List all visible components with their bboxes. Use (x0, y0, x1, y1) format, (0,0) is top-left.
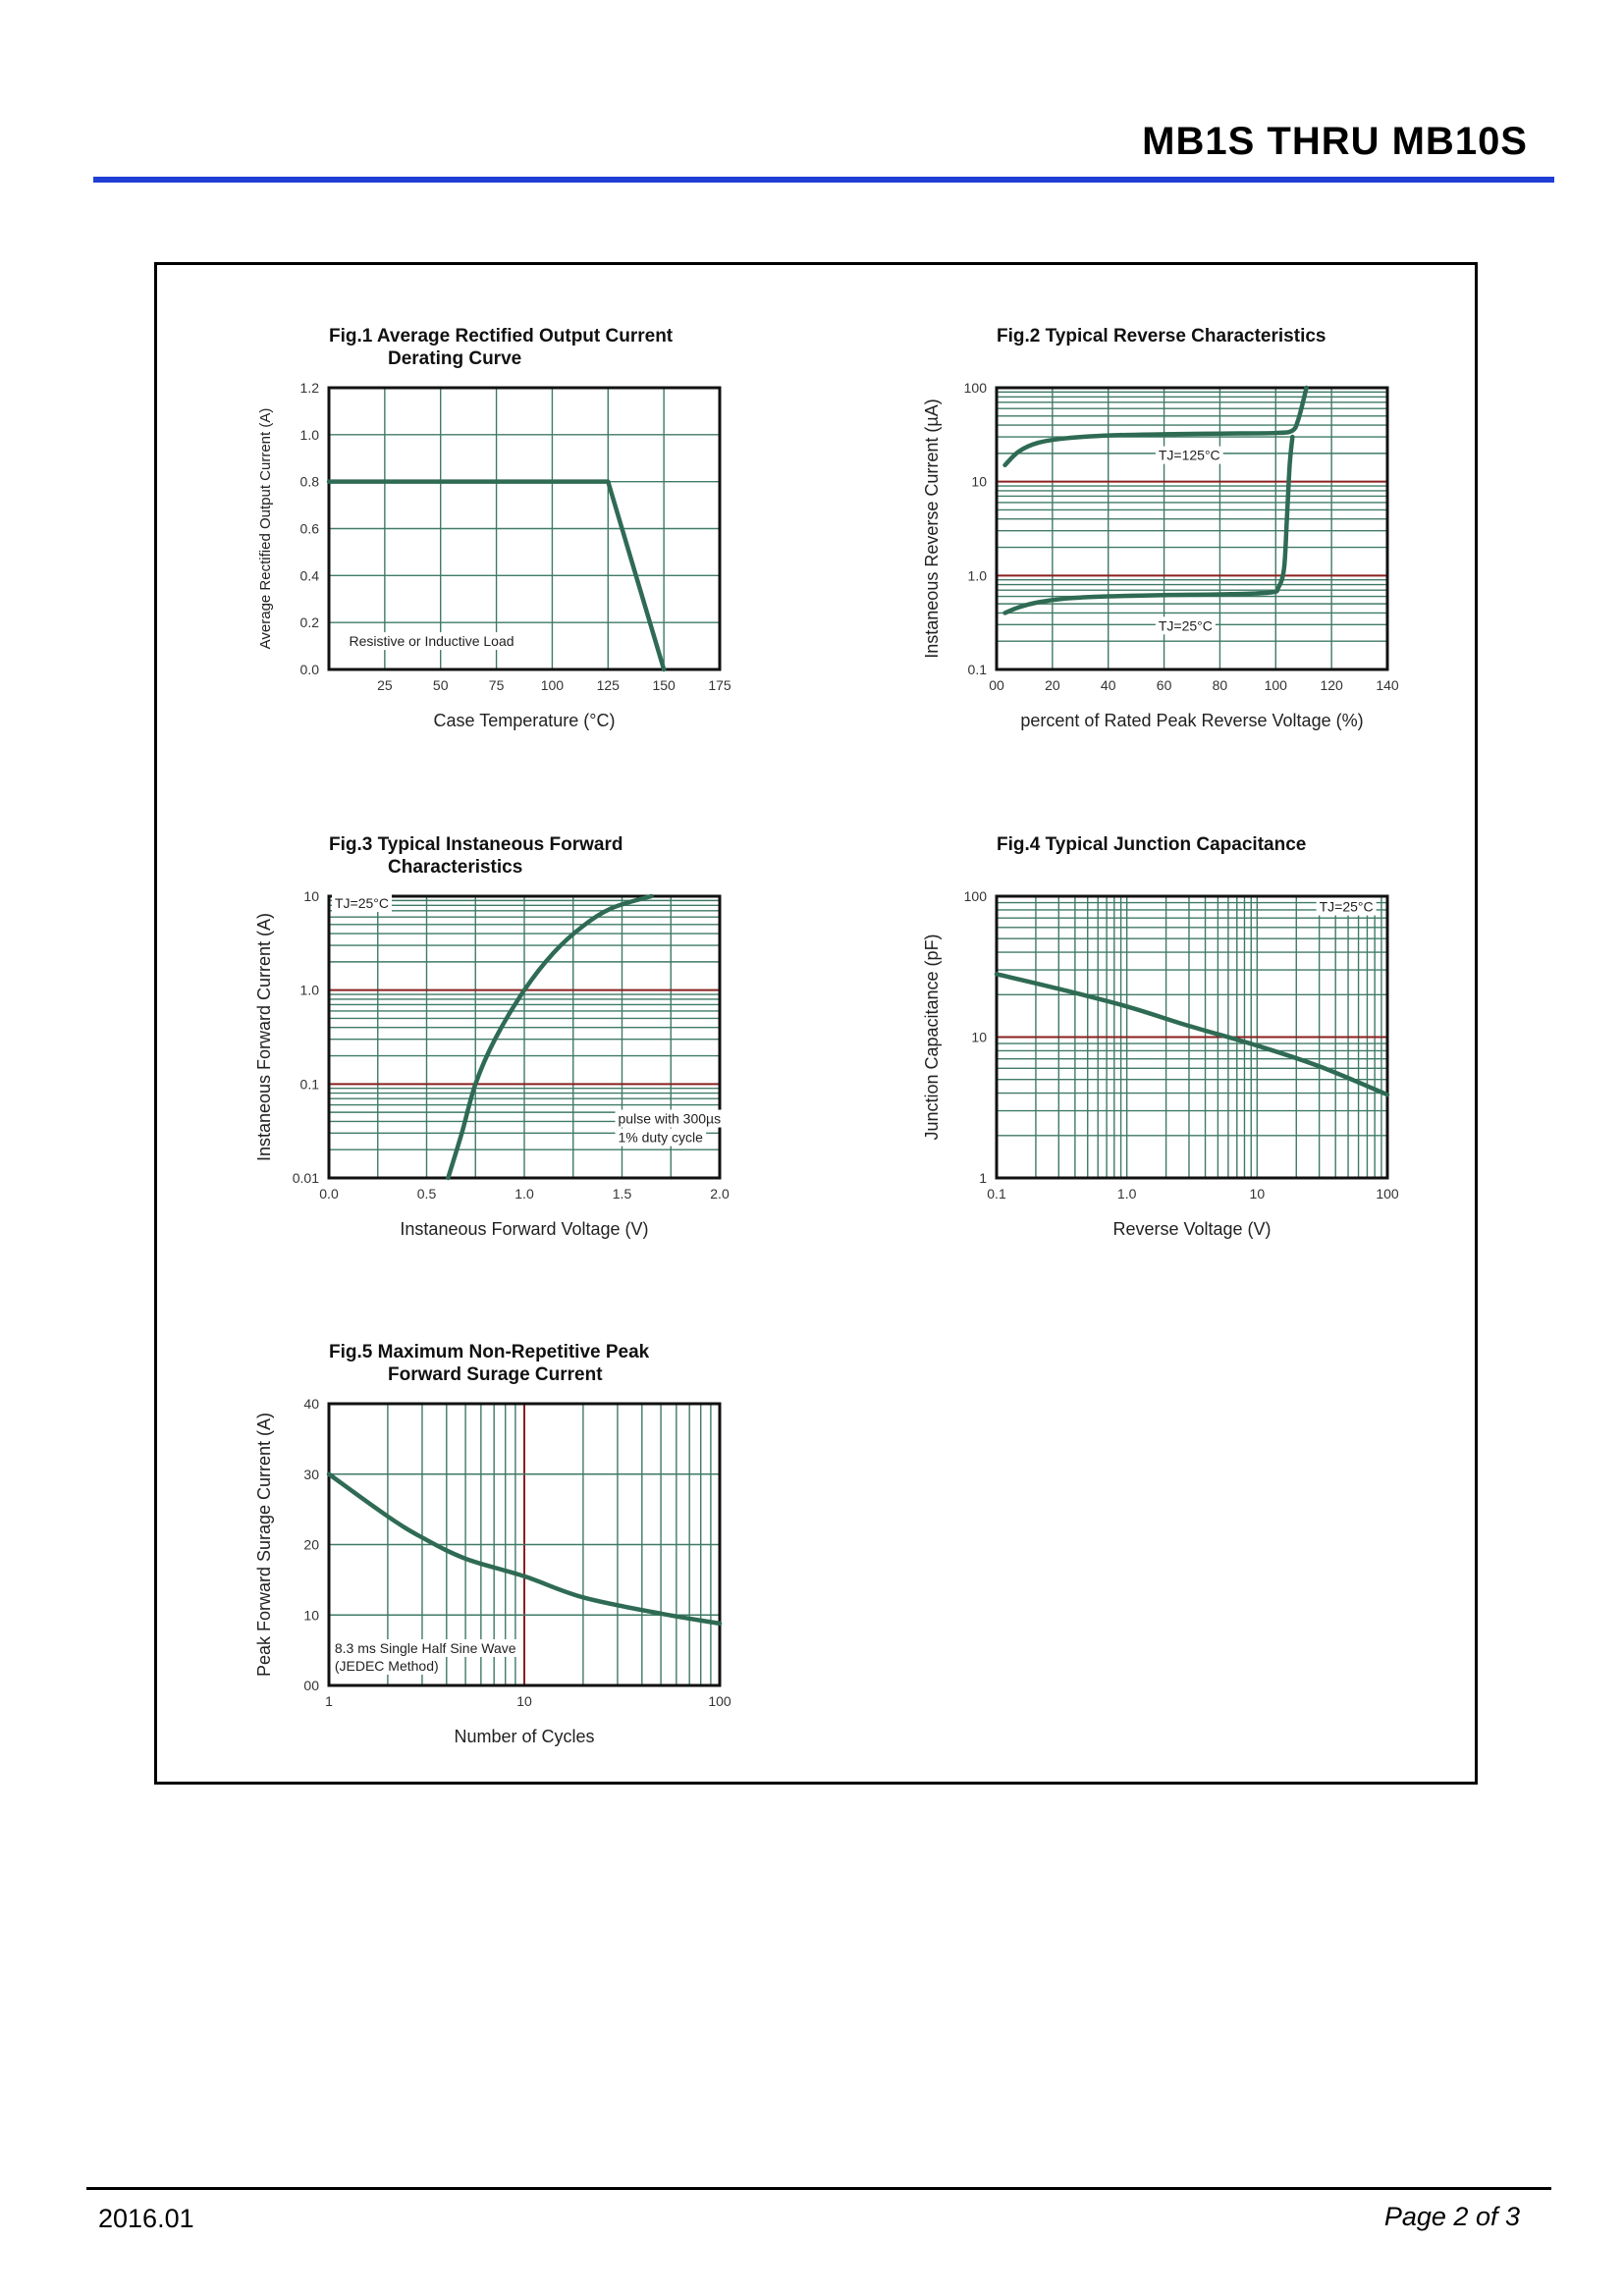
chart-annotation: TJ=25°C (1158, 617, 1213, 634)
x-tick-label: 40 (1100, 677, 1116, 693)
y-tick-label: 1.0 (299, 426, 319, 443)
x-tick-label: 25 (377, 677, 393, 693)
x-tick-label: 2.0 (710, 1186, 730, 1201)
x-axis-label: Instaneous Forward Voltage (V) (400, 1219, 649, 1239)
x-tick-label: 0.5 (416, 1186, 437, 1201)
footer-rule (86, 2187, 1551, 2190)
series-curve-tj-25-c (997, 974, 1387, 1095)
y-tick-label: 30 (303, 1466, 319, 1482)
x-tick-label: 100 (1376, 1186, 1399, 1201)
chart-title-line: Derating Curve (388, 348, 522, 369)
y-tick-label: 1.2 (299, 380, 319, 396)
x-tick-label: 1.0 (1116, 1186, 1137, 1201)
y-tick-label: 0.8 (299, 473, 319, 490)
y-tick-label: 0.1 (967, 662, 987, 677)
x-tick-label: 175 (708, 677, 731, 693)
x-tick-label: 100 (540, 677, 565, 693)
x-axis-label: percent of Rated Peak Reverse Voltage (%) (1020, 711, 1364, 730)
chart-annotation: pulse with 300µs (618, 1110, 722, 1127)
y-tick-label: 0.01 (292, 1170, 319, 1186)
x-tick-label: 1.5 (612, 1186, 632, 1201)
y-tick-label: 0.6 (299, 520, 319, 537)
chart-annotation: 1% duty cycle (618, 1129, 703, 1146)
y-tick-label: 40 (303, 1396, 319, 1412)
chart-annotation: TJ=25°C (1319, 898, 1374, 915)
grid-lines (997, 896, 1387, 1178)
fig5-chart (236, 1330, 746, 1762)
chart-title-line: Fig.3 Typical Instaneous Forward (329, 834, 623, 855)
x-tick-label: 0.1 (987, 1186, 1006, 1201)
x-tick-label: 100 (1264, 677, 1287, 693)
y-tick-label: 100 (963, 888, 987, 904)
x-tick-label: 10 (1249, 1186, 1266, 1201)
chart-annotation: 8.3 ms Single Half Sine Wave (334, 1639, 516, 1656)
fig1-chart (236, 314, 746, 746)
y-tick-label: 10 (971, 1029, 987, 1045)
x-tick-label: 10 (516, 1693, 532, 1709)
x-tick-label: 60 (1156, 677, 1172, 693)
x-axis-label: Number of Cycles (454, 1727, 595, 1746)
x-axis-label: Reverse Voltage (V) (1112, 1219, 1272, 1239)
x-tick-label: 1.0 (514, 1186, 534, 1201)
grid-lines (329, 388, 720, 669)
chart-annotation: TJ=125°C (1158, 447, 1220, 463)
x-tick-label: 140 (1376, 677, 1399, 693)
x-tick-label: 80 (1212, 677, 1228, 693)
x-tick-label: 00 (989, 677, 1004, 693)
document-title: MB1S THRU MB10S (1142, 120, 1528, 163)
y-tick-label: 10 (971, 473, 987, 490)
y-axis-label: Instaneous Forward Current (A) (254, 912, 274, 1162)
chart-title-line: Forward Surage Current (388, 1364, 603, 1385)
x-tick-label: 100 (708, 1693, 731, 1709)
y-tick-label: 0.1 (299, 1076, 319, 1093)
series-curve-tj-25-c (1005, 437, 1293, 613)
x-tick-label: 120 (1320, 677, 1343, 693)
x-tick-label: 0.0 (319, 1186, 339, 1201)
x-tick-label: 125 (596, 677, 620, 693)
chart-title-line: Characteristics (388, 857, 523, 878)
x-tick-label: 150 (652, 677, 676, 693)
y-tick-label: 1.0 (299, 982, 319, 998)
y-tick-label: 10 (303, 1607, 319, 1624)
header-rule (93, 177, 1554, 183)
y-axis-label: Peak Forward Surage Current (A) (254, 1412, 274, 1678)
y-tick-label: 0.2 (299, 614, 319, 631)
fig2-chart (903, 314, 1414, 746)
y-tick-label: 10 (303, 888, 319, 904)
x-tick-label: 1 (325, 1693, 333, 1709)
y-tick-label: 1.0 (967, 567, 987, 584)
footer-page-number: Page 2 of 3 (1383, 2202, 1520, 2231)
x-tick-label: 50 (432, 677, 449, 693)
chart-annotation: (JEDEC Method) (334, 1657, 439, 1674)
chart-title-line: Fig.4 Typical Junction Capacitance (997, 834, 1307, 855)
fig3-chart (236, 823, 746, 1255)
y-tick-label: 100 (963, 380, 987, 396)
chart-annotation: Resistive or Inductive Load (349, 633, 514, 650)
chart-title-line: Fig.5 Maximum Non-Repetitive Peak (329, 1342, 650, 1362)
x-tick-label: 20 (1045, 677, 1060, 693)
y-tick-label: 1 (979, 1170, 987, 1186)
chart-title-line: Fig.2 Typical Reverse Characteristics (997, 326, 1326, 347)
chart-annotation: TJ=25°C (334, 894, 389, 911)
y-tick-label: 20 (303, 1536, 319, 1553)
y-axis-label: Instaneous Reverse Current (µA) (922, 399, 942, 659)
y-tick-label: 0.4 (299, 567, 319, 584)
chart-title-line: Fig.1 Average Rectified Output Current (329, 326, 674, 347)
x-axis-label: Case Temperature (°C) (433, 711, 616, 730)
footer-date: 2016.01 (98, 2204, 194, 2233)
y-tick-label: 0.0 (299, 662, 319, 677)
y-tick-label: 00 (303, 1678, 319, 1693)
y-axis-label: Average Rectified Output Current (A) (257, 407, 274, 650)
y-axis-label: Junction Capacitance (pF) (922, 934, 942, 1141)
x-tick-label: 75 (488, 677, 505, 693)
fig4-chart (903, 823, 1414, 1255)
